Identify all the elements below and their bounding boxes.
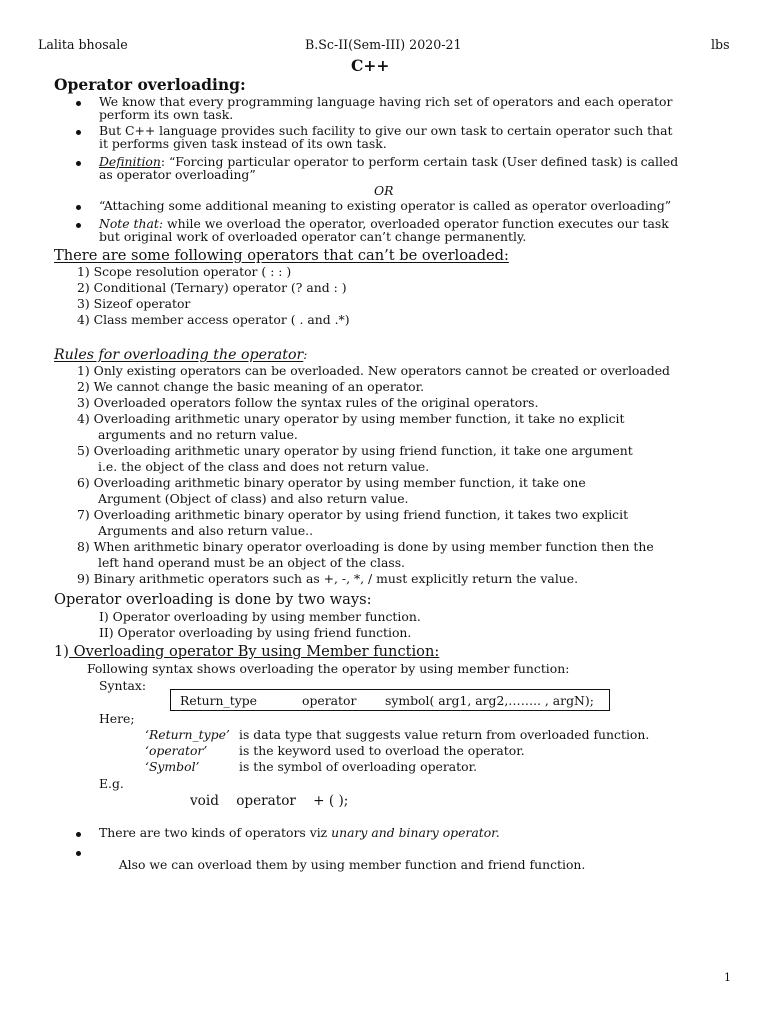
- section-heading-operator-overloading: Operator overloading:: [54, 75, 246, 94]
- header-course: B.Sc-II(Sem-III) 2020-21: [305, 37, 462, 52]
- list-item: II) Operator overloading by using friend function.: [99, 625, 412, 640]
- bullet-item: [99, 199, 724, 212]
- list-item-continuation: i.e. the object of the class and does not return value.: [98, 459, 430, 474]
- bullet-text: Also we can overload them by using member function and friend function.: [114, 857, 586, 872]
- syntax-operator: operator: [302, 693, 357, 708]
- header-author: Lalita bhosale: [38, 37, 128, 52]
- rules-list: [77, 363, 717, 587]
- syntax-intro: Following syntax shows overloading the operator by using member function:: [87, 661, 570, 676]
- list-item: I) Operator overloading by using member function.: [99, 609, 421, 624]
- bullet-line: it performs given task instead of its own task.: [99, 136, 387, 151]
- list-item: 1) Only existing operators can be overloaded. New operators cannot be created or overloaded: [77, 363, 670, 378]
- definition-desc: is the symbol of overloading operator.: [239, 759, 478, 774]
- list-item-continuation: Argument (Object of class) and also return value.: [98, 491, 409, 506]
- list-item: 8) When arithmetic binary operator overloading is done by using member function then the: [77, 539, 654, 554]
- here-label: Here;: [99, 711, 135, 726]
- bullet-item: [99, 124, 724, 150]
- bullet-line: “Attaching some additional meaning to existing operator is called as operator overloading”: [99, 198, 672, 213]
- section-heading-rules: [54, 347, 307, 363]
- list-item: 5) Overloading arithmetic unary operator by using friend function, it take one argument: [77, 443, 633, 458]
- syntax-label: Syntax:: [99, 678, 146, 693]
- list-item-continuation: left hand operand must be an object of the class.: [98, 555, 406, 570]
- note-item: [99, 217, 724, 243]
- definition-text: : “Forcing particular operator to perform certain task (User defined task) is called: [160, 154, 679, 169]
- list-item: 1) Scope resolution operator ( : : ): [77, 264, 292, 279]
- bullet-line: We know that every programming language having rich set of operators and each operator: [99, 94, 673, 109]
- eg-label: E.g.: [99, 776, 124, 791]
- definition-desc: is the keyword used to overload the operator.: [239, 743, 525, 758]
- syntax-box: [170, 689, 610, 711]
- ways-list: [99, 609, 739, 641]
- bullet-text: There are two kinds of operators viz: [99, 825, 332, 840]
- list-item: 6) Overloading arithmetic binary operator by using member function, it take one: [77, 475, 586, 490]
- bullet-item: [99, 845, 724, 884]
- bullet-line: But C++ language provides such facility to give our own task to certain operator such that: [99, 123, 673, 138]
- cannot-overload-list: [77, 264, 717, 328]
- page-title: C++: [351, 56, 390, 75]
- definition-term: ‘Return_type’: [145, 727, 230, 742]
- page-number: 1: [724, 971, 731, 984]
- section-heading-cannot-overload: There are some following operators that can’t be overloaded:: [54, 247, 509, 264]
- bullet-text-italic: unary and binary operator.: [331, 825, 500, 840]
- list-item: 7) Overloading arithmetic binary operator by using friend function, it takes two explicit: [77, 507, 629, 522]
- section-title: Overloading operator By using Member function:: [68, 643, 440, 660]
- section-heading-two-ways: Operator overloading is done by two ways:: [54, 591, 372, 608]
- rules-heading-text: Rules for overloading the operator: [54, 347, 304, 363]
- rules-heading-colon: :: [303, 347, 308, 362]
- definition-term: ‘operator’: [145, 743, 208, 758]
- list-item: 3) Sizeof operator: [77, 296, 191, 311]
- section-heading-member-function: [54, 644, 439, 660]
- or-text: OR: [374, 183, 394, 198]
- note-text: but original work of overloaded operator can’t change permanently.: [99, 229, 527, 244]
- bullet-item: [99, 95, 724, 121]
- bullet-line: perform its own task.: [99, 107, 234, 122]
- list-item: 4) Overloading arithmetic unary operator by using member function, it take no explicit: [77, 411, 625, 426]
- note-label: Note that:: [99, 216, 164, 231]
- bullet-item: [99, 826, 724, 839]
- list-item: 4) Class member access operator ( . and .*): [77, 312, 350, 327]
- list-item: 2) Conditional (Ternary) operator (? and : ): [77, 280, 347, 295]
- header-initials: lbs: [711, 37, 730, 52]
- section-number: 1): [54, 643, 69, 660]
- list-item: 9) Binary arithmetic operators such as +, -, *, / must explicitly return the value.: [77, 571, 579, 586]
- syntax-return-type: Return_type: [180, 693, 257, 708]
- list-item: 2) We cannot change the basic meaning of an operator.: [77, 379, 425, 394]
- list-item: 3) Overloaded operators follow the syntax rules of the original operators.: [77, 395, 539, 410]
- definition-desc: is data type that suggests value return from overloaded function.: [239, 727, 650, 742]
- definition-term: ‘Symbol’: [145, 759, 200, 774]
- list-item-continuation: arguments and no return value.: [98, 427, 298, 442]
- definition-text: as operator overloading”: [99, 167, 256, 182]
- definition-item: [99, 155, 724, 181]
- example-code: void operator + ( );: [190, 793, 349, 809]
- syntax-symbol: symbol( arg1, arg2,…….. , argN);: [385, 693, 594, 708]
- list-item-continuation: Arguments and also return value..: [98, 523, 314, 538]
- note-text: while we overload the operator, overloaded operator function executes our task: [163, 216, 669, 231]
- definition-label: Definition: [99, 154, 161, 169]
